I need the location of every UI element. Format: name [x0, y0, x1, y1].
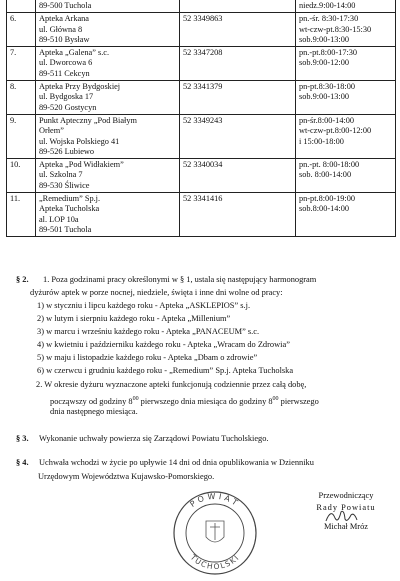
harmonogram-item: 4) w kwietniu i październiku każdego roku - Apteka „Wracam do Zdrowia”: [37, 340, 290, 349]
pharmacy-address-line: ul. Szkolna 7: [39, 170, 83, 180]
section-2-para1-line1: 1. Poza godzinami pracy określonymi w § 1, ustala się następujący harmonogram: [43, 275, 317, 284]
row-number-cell: [7, 13, 36, 47]
row-number-cell: [7, 47, 36, 81]
opening-hours-line: pn-śr.8:00-14:00: [299, 115, 355, 125]
opening-hours-line: pn.-śr. 8:30-17:30: [299, 14, 359, 24]
section-2-para2-line3: dnia następnego miesiąca.: [50, 407, 138, 416]
table-row: [7, 159, 396, 193]
table-row: [7, 47, 396, 81]
pharmacy-address-line: 89-520 Gostycyn: [39, 102, 97, 112]
harmonogram-item: 2) w lutym i sierpniu każdego roku - Apteka „Millenium”: [37, 314, 231, 323]
table-row: [7, 81, 396, 115]
row-number-cell: [7, 114, 36, 158]
section-3-number: § 3.: [16, 434, 29, 443]
phone-number: 52 3340034: [183, 160, 223, 170]
row-number: 9.: [10, 115, 17, 125]
section-2-para1-line2: dyżurów aptek w porze nocnej, niedziele, święta i inne dni wolne od pracy:: [30, 288, 283, 297]
opening-hours-line: pn.-pt. 8:00-18:00: [299, 160, 360, 170]
pharmacy-address-line: ul. Wojska Polskiego 41: [39, 136, 120, 146]
opening-hours-line: wt-czw-pt.8:30-15:30: [299, 24, 372, 34]
opening-hours-line: niedz.9:00-14:00: [299, 1, 356, 10]
pharmacy-address-line: ul. Główna 8: [39, 24, 83, 34]
stamp-top-text: POWIAT: [188, 491, 242, 509]
pharmacy-address-line: ul. Dworcowa 6: [39, 58, 93, 68]
harmonogram-item: 5) w maju i listopadzie każdego roku - Apteka „Dbam o zdrowie”: [37, 353, 258, 362]
pharmacy-address-line: 89-510 Bysław: [39, 34, 90, 44]
pharmacy-address-line: 89-501 Tuchola: [39, 224, 92, 234]
phone-cell: [180, 159, 296, 193]
phone-cell: [180, 114, 296, 158]
opening-hours-line: pn-pt.8:00-19:00: [299, 194, 355, 204]
row-number: 7.: [10, 48, 17, 58]
pharmacy-address-line: Orłem”: [39, 126, 64, 136]
opening-hours-line: pn-pt.8:30-18:00: [299, 82, 355, 92]
opening-hours-line: sob.9:00-13:00: [299, 92, 350, 102]
phone-cell: [180, 13, 296, 47]
pharmacy-address-line: 89-530 Śliwice: [39, 180, 90, 190]
signature-council: Rady Powiatu: [316, 502, 376, 512]
section-4-line2: Urzędowym Województwa Kujawsko-Pomorskiego.: [38, 472, 215, 481]
hours-cell: [296, 13, 396, 47]
handwritten-signature-icon: [322, 506, 362, 526]
opening-hours-line: wt-czw-pt.8:00-12:00: [299, 126, 372, 136]
pharmacy-name-cell: [36, 81, 180, 115]
row-number-cell: [7, 159, 36, 193]
hours-cell: [296, 81, 396, 115]
pharmacy-address-line: ul. Bydgoska 17: [39, 92, 94, 102]
section-2-number: § 2.: [16, 275, 29, 284]
pharmacy-address-line: Apteka „Pod Widłakiem”: [39, 160, 124, 170]
harmonogram-item: 6) w czerwcu i grudniu każdego roku - „Remedium” Sp.j. Apteka Tucholska: [37, 366, 294, 375]
para2-text-b: pierwszego dnia miesiąca do godziny 8: [138, 396, 273, 406]
row-number: 10.: [10, 160, 21, 170]
pharmacy-address-line: al. LOP 10a: [39, 214, 79, 224]
section-4-number: § 4.: [16, 458, 29, 467]
pharmacy-name-cell: [36, 13, 180, 47]
pharmacy-name-cell: [36, 159, 180, 193]
para2-sup-1: 00: [132, 396, 139, 402]
section-2-para2-line1: 2. W okresie dyżuru wyznaczone apteki funkcjonują codziennie przez całą dobę,: [36, 380, 307, 389]
table-row: [7, 193, 396, 237]
pharmacy-name-cell: [36, 114, 180, 158]
phone-number: 52 3341416: [183, 194, 223, 204]
opening-hours-line: pn.-pt.8:00-17:30: [299, 48, 358, 58]
opening-hours-line: sob.9:00-12:00: [299, 58, 350, 68]
phone-number: 52 3341379: [183, 82, 223, 92]
pharmacy-table-body: [7, 0, 396, 237]
pharmacy-address-line: 89-511 Cekcyn: [39, 68, 90, 78]
harmonogram-item: 3) w marcu i wrześniu każdego roku - Apteka „PANACEUM” s.c.: [37, 327, 260, 336]
pharmacy-table: [6, 0, 396, 237]
opening-hours-line: i 15:00-18:00: [299, 136, 344, 146]
pharmacy-address-line: 89-526 Lubiewo: [39, 146, 95, 156]
pharmacy-address-line: Apteka Przy Bydgoskiej: [39, 82, 121, 92]
row-number-cell: [7, 81, 36, 115]
row-number: 6.: [10, 14, 17, 24]
pharmacy-address-line: Apteka Arkana: [39, 14, 89, 24]
row-number-cell: [7, 0, 36, 13]
row-number: 8.: [10, 82, 17, 92]
table-row: [7, 114, 396, 158]
phone-cell: [180, 0, 296, 13]
row-number: 11.: [10, 194, 21, 204]
phone-number: 52 3347208: [183, 48, 223, 58]
phone-cell: [180, 81, 296, 115]
signature-block: [296, 490, 396, 533]
pharmacy-address-line: Apteka „Galena” s.c.: [39, 48, 110, 58]
official-stamp: [172, 490, 258, 576]
hours-cell: [296, 0, 396, 13]
hours-cell: [296, 193, 396, 237]
signature-title: Przewodniczący: [318, 491, 374, 500]
opening-hours-line: sob.8:00-14:00: [299, 204, 350, 214]
para2-text-a: począwszy od godziny 8: [50, 396, 133, 406]
hours-cell: [296, 47, 396, 81]
phone-number: 52 3349863: [183, 14, 223, 24]
phone-cell: [180, 193, 296, 237]
pharmacy-name-cell: [36, 0, 180, 13]
section-4-line1: Uchwała wchodzi w życie po upływie 14 dni od dnia opublikowania w Dzienniku: [39, 458, 314, 467]
stamp-emblem-icon: [206, 521, 224, 542]
pharmacy-address-line: 89-500 Tuchola: [39, 1, 92, 10]
section-3-text: Wykonanie uchwały powierza się Zarządowi Powiatu Tucholskiego.: [39, 434, 269, 443]
section-2-para2-line2: [50, 394, 319, 408]
pharmacy-address-line: Apteka Tucholska: [39, 204, 100, 214]
phone-cell: [180, 47, 296, 81]
opening-hours-line: sob. 8:00-14:00: [299, 170, 352, 180]
hours-cell: [296, 159, 396, 193]
opening-hours-line: sob.9:00-13:00: [299, 34, 350, 44]
pharmacy-address-line: „Remedium” Sp.j.: [39, 194, 101, 204]
para2-sup-2: 00: [272, 396, 279, 402]
pharmacy-address-line: Punkt Apteczny „Pod Białym: [39, 115, 137, 125]
stamp-bottom-text: TUCHOLSKI: [188, 552, 242, 572]
signature-name: Michał Mróz: [324, 522, 368, 531]
phone-number: 52 3349243: [183, 115, 223, 125]
pharmacy-name-cell: [36, 193, 180, 237]
row-number-cell: [7, 193, 36, 237]
harmonogram-item: 1) w styczniu i lipcu każdego roku - Apteka „ASKLEPIOS” s.j.: [37, 301, 251, 310]
table-row: [7, 13, 396, 47]
pharmacy-name-cell: [36, 47, 180, 81]
hours-cell: [296, 114, 396, 158]
table-row: [7, 0, 396, 13]
para2-text-c: pierwszego: [278, 396, 319, 406]
